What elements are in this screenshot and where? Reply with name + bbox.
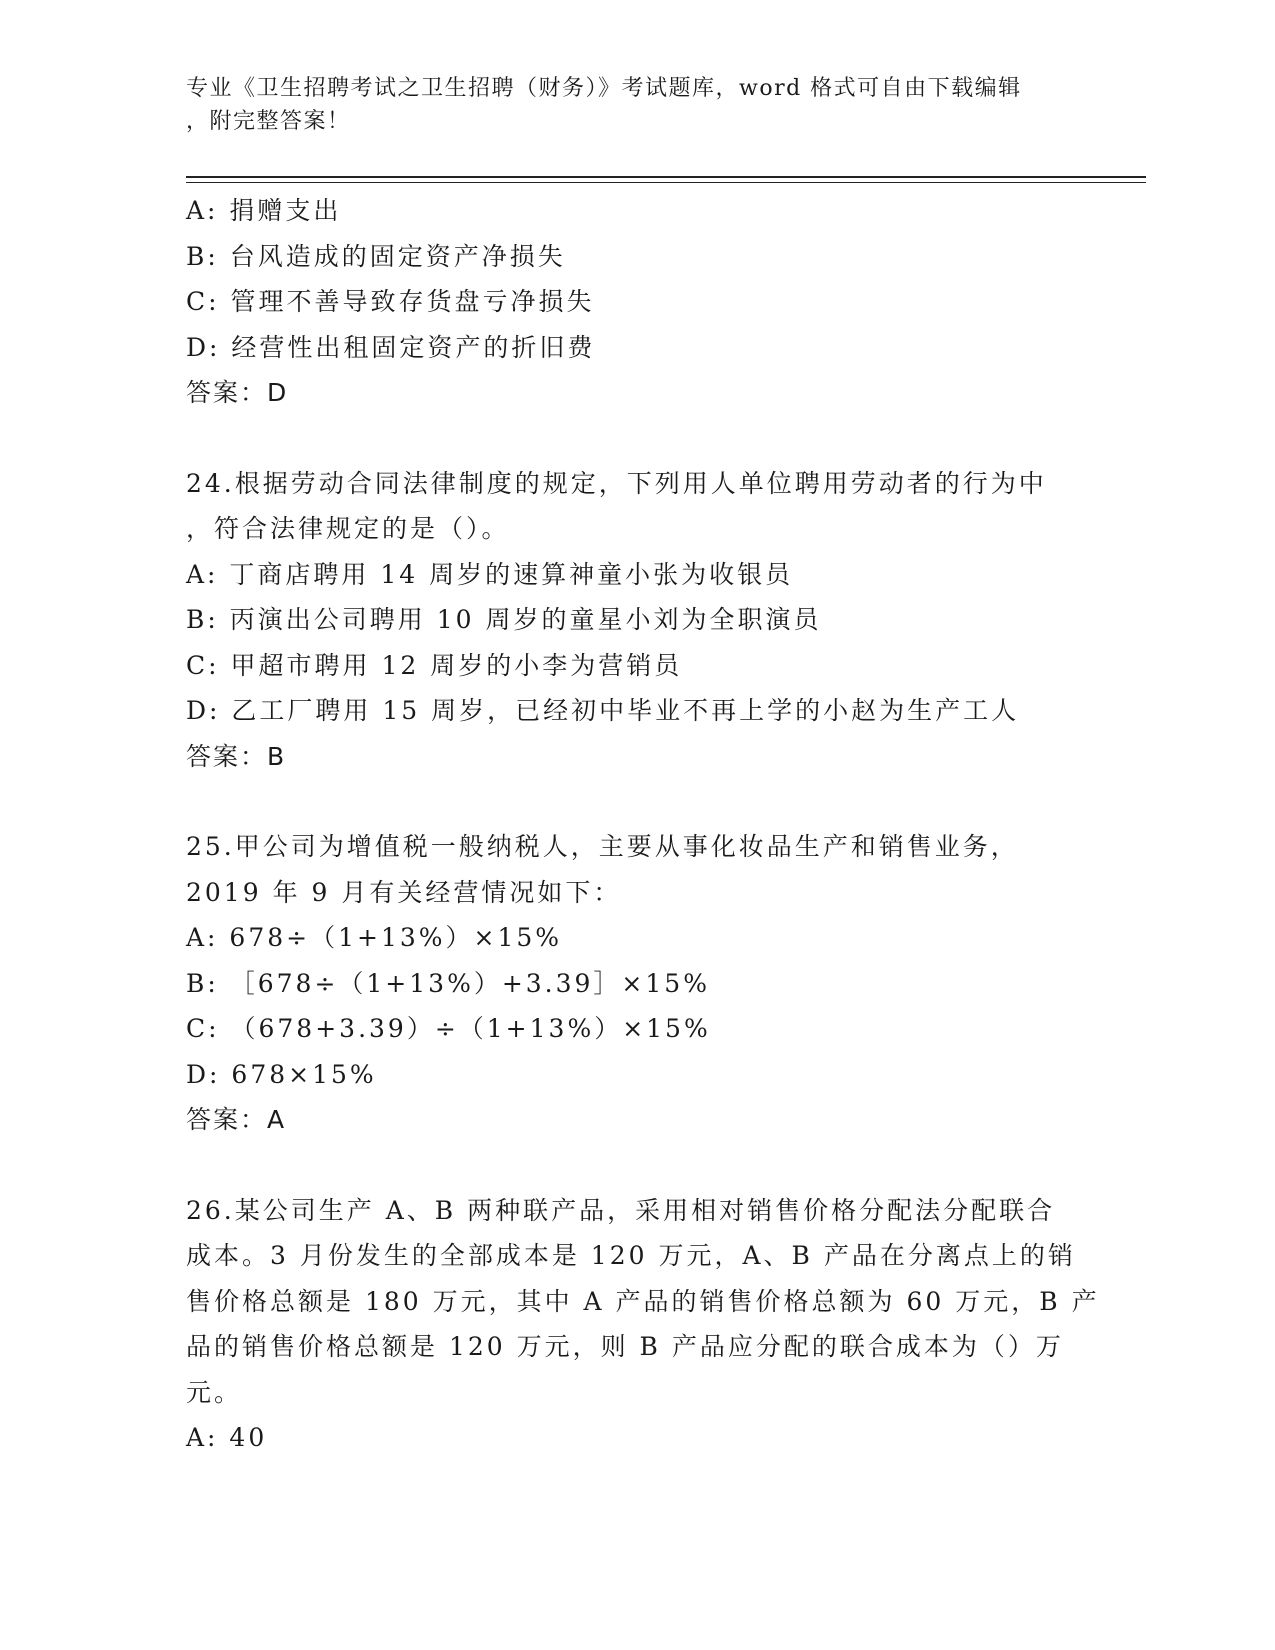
option-b: B: ［678÷（1+13%）+3.39］×15% xyxy=(186,968,710,998)
option-a: A: 40 xyxy=(186,1423,268,1452)
question-stem-line: 25.甲公司为增值税一般纳税人，主要从事化妆品生产和销售业务， xyxy=(186,832,1019,861)
option-a: A: 捐赠支出 xyxy=(186,196,342,225)
option-c: C: （678+3.39）÷（1+13%）×15% xyxy=(186,1014,711,1043)
question-26 xyxy=(186,1188,1100,1461)
spacer xyxy=(186,779,1066,824)
question-stem-line: 26.某公司生产 A、B 两种联产品，采用相对销售价格分配法分配联合 xyxy=(186,1195,1056,1225)
option-d: D: 乙工厂聘用 15 周岁，已经初中毕业不再上学的小赵为生产工人 xyxy=(186,696,1020,725)
option-d: D: 678×15% xyxy=(186,1059,377,1089)
option-c: C: 管理不善导致存货盘亏净损失 xyxy=(186,287,595,316)
question-stem-line: ，符合法律规定的是（）。 xyxy=(186,514,510,543)
option-a: A: 丁商店聘用 14 周岁的速算神童小张为收银员 xyxy=(186,559,794,589)
option-b: B: 丙演出公司聘用 10 周岁的童星小刘为全职演员 xyxy=(186,605,822,634)
option-c: C: 甲超市聘用 12 周岁的小李为营销员 xyxy=(186,650,683,680)
question-stem-line: 2019 年 9 月有关经营情况如下： xyxy=(186,877,622,907)
question-content xyxy=(186,188,1100,1461)
answer: 答案：B xyxy=(186,741,287,771)
header-rule-thin xyxy=(186,182,1146,183)
header-rule-thick xyxy=(186,176,1146,178)
answer: 答案：D xyxy=(186,378,289,407)
spacer xyxy=(186,416,1066,461)
question-25 xyxy=(186,824,1066,1143)
answer: 答案：A xyxy=(186,1105,287,1134)
header-line-2: ，附完整答案！ xyxy=(186,109,351,134)
question-23 xyxy=(186,188,1066,416)
question-24 xyxy=(186,461,1066,780)
question-stem-line: 元。 xyxy=(186,1377,243,1407)
header-line-1: 专业《卫生招聘考试之卫生招聘（财务）》考试题库，word 格式可自由下载编辑 xyxy=(186,76,1022,101)
option-b: B: 台风造成的固定资产净损失 xyxy=(186,241,566,271)
spacer xyxy=(186,1143,1066,1188)
question-stem-line: 成本。3 月份发生的全部成本是 120 万元，A、B 产品在分离点上的销 xyxy=(186,1241,1076,1270)
question-stem-line: 售价格总额是 180 万元，其中 A 产品的销售价格总额为 60 万元，B 产 xyxy=(186,1286,1100,1316)
document-header xyxy=(186,72,1086,138)
option-a: A: 678÷（1+13%）×15% xyxy=(186,923,563,952)
question-stem-line: 品的销售价格总额是 120 万元，则 B 产品应分配的联合成本为（）万 xyxy=(186,1332,1064,1361)
option-d: D: 经营性出租固定资产的折旧费 xyxy=(186,332,596,362)
question-stem-line: 24.根据劳动合同法律制度的规定，下列用人单位聘用劳动者的行为中 xyxy=(186,468,1047,498)
